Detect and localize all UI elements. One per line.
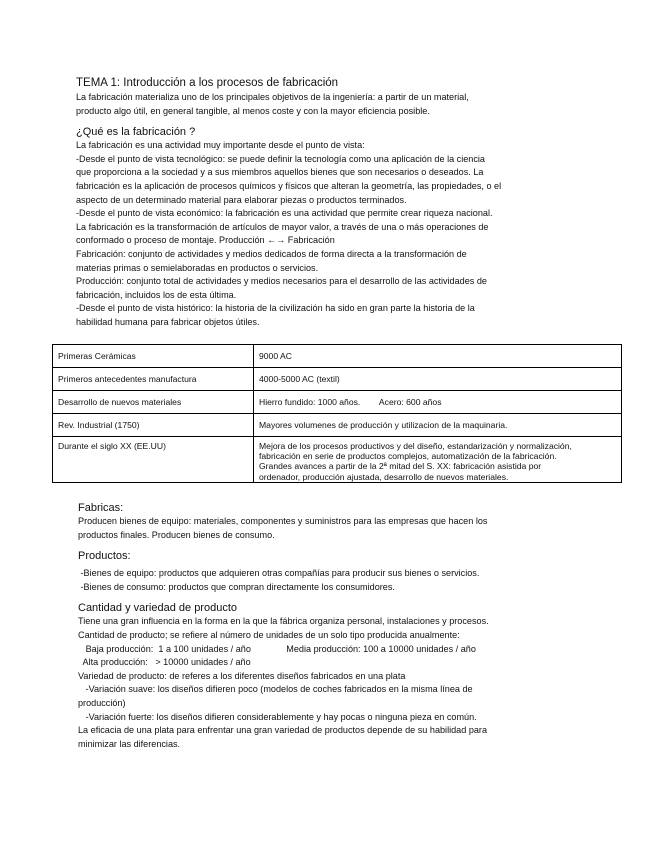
what-line: conformado o proceso de montaje. Producción ←→ Fabricación bbox=[76, 235, 335, 246]
what-line: fabricación, incluidos los de esta última. bbox=[76, 289, 237, 300]
productos-line: -Bienes de equipo: productos que adquieren otras compañías para producir sus bienes o servicios. bbox=[78, 568, 480, 579]
history-table bbox=[52, 344, 622, 483]
what-line: habilidad humana para fabricar objetos útiles. bbox=[76, 316, 260, 327]
fabricas-line: productos finales. Producen bienes de consumo. bbox=[78, 529, 275, 540]
cantidad-line: Tiene una gran influencia en la forma en la que la fábrica organiza personal, instalaciones y procesos. bbox=[78, 616, 489, 627]
lower-content bbox=[78, 501, 578, 751]
table-cell-detail: 9000 AC bbox=[254, 345, 622, 368]
section-heading-productos: Productos: bbox=[78, 550, 131, 563]
table-cell-detail: Mayores volumenes de producción y utilizacion de la maquinaria. bbox=[254, 414, 622, 437]
page-title: TEMA 1: Introducción a los procesos de fabricación bbox=[76, 77, 339, 89]
cantidad-line: Cantidad de producto; se refiere al número de unidades de un solo tipo producida anualmente: bbox=[78, 629, 460, 640]
what-line: materias primas o semielaboradas en productos o servicios. bbox=[76, 262, 319, 273]
table-row bbox=[53, 368, 622, 391]
what-line: La fabricación es una actividad muy importante desde el punto de vista: bbox=[76, 140, 365, 151]
cantidad-line: producción) bbox=[78, 697, 126, 708]
cantidad-line: minimizar las diferencias. bbox=[78, 738, 181, 749]
table-row bbox=[53, 437, 622, 483]
table-cell-event: Rev. Industrial (1750) bbox=[53, 414, 254, 437]
what-line: fabricación es la aplicación de procesos químicos y físicos que alteran la geometría, las propiedades, o el bbox=[76, 180, 502, 191]
section-heading-fabricas: Fabricas: bbox=[78, 502, 124, 514]
table-cell-event: Desarrollo de nuevos materiales bbox=[53, 391, 254, 414]
what-line: -Desde el punto de vista histórico: la historia de la civilización ha sido en gran parte la historia de la bbox=[76, 303, 475, 314]
detail-line: ordenador, producción ajustada, desarrollo de nuevos materiales. bbox=[259, 471, 509, 482]
cantidad-line: Alta producción: > 10000 unidades / año bbox=[78, 657, 251, 668]
cantidad-line: La eficacia de una plata para enfrentar una gran variedad de productos depende de su habilidad para bbox=[78, 725, 488, 736]
table-row bbox=[53, 345, 622, 368]
detail-line: Mejora de los procesos productivos y del diseño, estandarización y normalización, bbox=[259, 441, 572, 451]
what-line: -Desde el punto de vista económico: la fabricación es una actividad que permite crear riqueza nacional. bbox=[76, 208, 493, 219]
table-row bbox=[53, 414, 622, 437]
detail-line: Grandes avances a partir de la 2ª mitad del S. XX: fabricación asistida por bbox=[259, 461, 542, 472]
section-heading-what: ¿Qué es la fabricación ? bbox=[76, 126, 196, 139]
fabricas-line: Producen bienes de equipo: materiales, componentes y suministros para las empresas que hacen los bbox=[78, 516, 488, 526]
table-cell-event: Primeras Cerámicas bbox=[53, 345, 254, 368]
section-heading-cantidad: Cantidad y variedad de producto bbox=[78, 602, 237, 615]
detail-line: fabricación en serie de productos complejos, automatización de la fabricación. bbox=[259, 451, 557, 462]
cantidad-line: -Variación suave: los diseños difieren poco (modelos de coches fabricados en la misma línea de bbox=[78, 684, 473, 695]
what-line: Fabricación: conjunto de actividades y medios dedicados de forma directa a la transformación de bbox=[76, 248, 467, 259]
cantidad-line: -Variación fuerte: los diseños difieren considerablemente y hay pocas o ninguna pieza en común. bbox=[78, 711, 477, 722]
what-line: -Desde el punto de vista tecnológico: se puede definir la tecnología como una aplicación de la ciencia bbox=[76, 153, 485, 164]
intro-line: producto algo útil, en general tangible, al menos coste y con la mayor eficiencia posible. bbox=[76, 105, 430, 116]
what-line: La fabricación es la transformación de artículos de mayor valor, a través de una o más operaciones de bbox=[76, 221, 489, 232]
upper-content bbox=[76, 76, 576, 330]
table-cell-detail bbox=[254, 437, 622, 483]
what-line: aspecto de un determinado material para elaborar piezas o productos terminados. bbox=[76, 194, 407, 205]
productos-line: -Bienes de consumo: productos que compran directamente los consumidores. bbox=[78, 581, 395, 592]
cantidad-line: Variedad de producto: de referes a los diferentes diseños fabricados en una plata bbox=[78, 670, 406, 681]
what-line: que proporciona a la sociedad y a sus miembros aquellos bienes que son necesarios o deseados. La bbox=[76, 167, 484, 178]
what-line: Producción: conjunto total de actividades y medios necesarios para el desarrollo de las actividades de bbox=[76, 276, 487, 287]
table-row bbox=[53, 391, 622, 414]
intro-line: La fabricación materializa uno de los principales objetivos de la ingeniería: a partir de un material, bbox=[76, 92, 469, 102]
cantidad-line: Baja producción: 1 a 100 unidades / año Media producción: 100 a 10000 unidades / año bbox=[78, 643, 476, 654]
table-cell-detail: Hierro fundido: 1000 años. Acero: 600 años bbox=[254, 391, 622, 414]
table-cell-event: Durante el siglo XX (EE.UU) bbox=[53, 437, 254, 483]
table-cell-detail: 4000-5000 AC (textil) bbox=[254, 368, 622, 391]
table-cell-event: Primeros antecedentes manufactura bbox=[53, 368, 254, 391]
